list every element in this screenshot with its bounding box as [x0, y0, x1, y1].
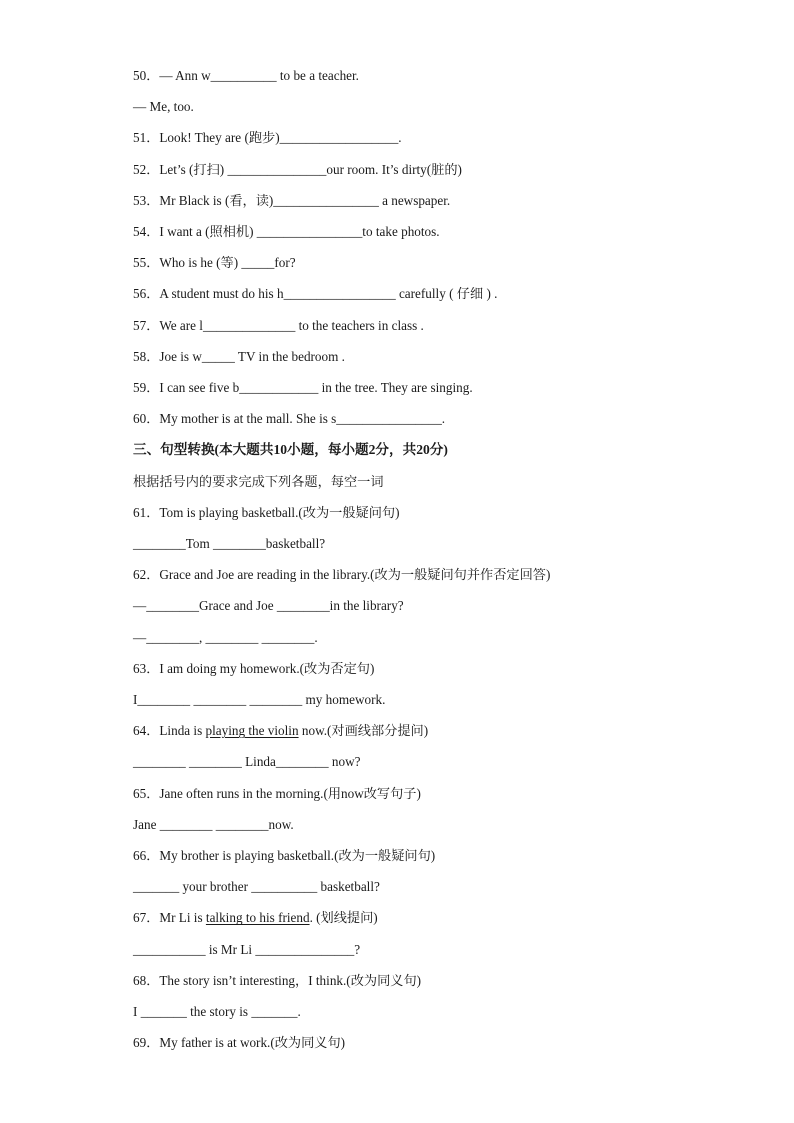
underlined-phrase: playing the violin — [205, 723, 299, 739]
text-line — [133, 1003, 301, 1021]
text-line — [133, 847, 435, 865]
text-segment: ___________ is Mr Li _______________? — [133, 941, 361, 957]
text-line — [133, 98, 194, 116]
text-line — [133, 878, 380, 896]
text-segment: 65．Jane often runs in the morning.(用now改写句子) — [133, 785, 421, 801]
text-segment: Jane ________ ________now. — [133, 816, 294, 832]
text-line — [133, 1034, 345, 1052]
text-segment: ________ ________ Linda________ now? — [133, 754, 361, 770]
text-line — [133, 285, 497, 303]
text-line — [133, 223, 440, 241]
text-segment: 59．I can see five b____________ in the tree. They are singing. — [133, 380, 473, 395]
text-line — [133, 254, 296, 272]
text-segment: 53．Mr Black is (看，读)________________ a newspaper. — [133, 192, 451, 208]
text-line — [133, 753, 360, 771]
text-segment: 50．— Ann w__________ to be a teacher. — [133, 68, 359, 83]
text-segment: 64．Linda is — [133, 723, 206, 739]
text-line — [133, 161, 462, 179]
text-segment: 68．The story isn’t interesting，I think.(改为同义句) — [133, 972, 422, 988]
underlined-phrase: talking to his friend — [205, 910, 310, 926]
text-segment: — Me, too. — [133, 99, 194, 115]
text-segment: I _______ the story is _______. — [133, 1004, 301, 1019]
text-line — [133, 410, 445, 428]
text-line — [133, 785, 421, 803]
section-heading — [133, 441, 448, 459]
text-segment: —________, ________ ________. — [133, 629, 318, 645]
text-segment: 52．Let’s (打扫) _______________our room. It’s dirty(脏的) — [133, 161, 462, 177]
text-segment: 66．My brother is playing basketball.(改为一般疑问句) — [133, 848, 436, 863]
text-line — [133, 535, 325, 553]
text-segment: 57．We are l______________ to the teachers in class . — [133, 317, 424, 333]
text-segment: 三、句型转换(本大题共10小题，每小题2分，共20分) — [133, 442, 448, 458]
text-line — [133, 597, 404, 615]
text-segment: 63．I am doing my homework.(改为否定句) — [133, 660, 375, 676]
text-segment: ________Tom ________basketball? — [133, 536, 326, 551]
text-line — [133, 348, 345, 366]
text-line — [133, 629, 318, 647]
text-segment: 51．Look! They are (跑步)__________________. — [133, 130, 402, 146]
text-segment: 根据括号内的要求完成下列各题，每空一词 — [133, 473, 384, 489]
text-segment: now.(对画线部分提问) — [298, 723, 429, 739]
text-line — [133, 691, 385, 709]
text-segment: 56．A student must do his h_________________ carefully ( 仔细 ) . — [133, 286, 498, 302]
text-line — [133, 722, 428, 740]
text-segment: —________Grace and Joe ________in the library? — [133, 598, 404, 614]
text-segment: 62．Grace and Joe are reading in the library.(改为一般疑问句并作否定回答) — [133, 567, 551, 583]
text-segment: 60．My mother is at the mall. She is s________________. — [133, 411, 446, 427]
text-segment: . (划线提问) — [309, 910, 378, 926]
text-segment: 67．Mr Li is — [133, 910, 206, 926]
text-line — [133, 566, 550, 584]
text-line — [133, 972, 421, 990]
text-line — [133, 660, 374, 678]
text-segment: 55．Who is he (等) _____for? — [133, 255, 296, 271]
text-segment: 69．My father is at work.(改为同义句) — [133, 1035, 346, 1051]
text-segment: 61．Tom is playing basketball.(改为一般疑问句) — [133, 504, 400, 520]
text-line — [133, 909, 378, 927]
text-line — [133, 129, 402, 147]
text-line — [133, 379, 473, 397]
text-line — [133, 192, 450, 210]
text-segment: I________ ________ ________ my homework. — [133, 692, 386, 707]
text-line — [133, 317, 424, 335]
text-line — [133, 67, 359, 85]
text-segment: 58．Joe is w_____ TV in the bedroom . — [133, 348, 345, 364]
text-segment: 54．I want a (照相机) ________________to take photos. — [133, 224, 440, 239]
text-line — [133, 816, 294, 834]
text-segment: _______ your brother __________ basketball? — [133, 879, 380, 895]
text-line — [133, 504, 399, 522]
text-line — [133, 473, 384, 491]
text-line — [133, 941, 360, 959]
